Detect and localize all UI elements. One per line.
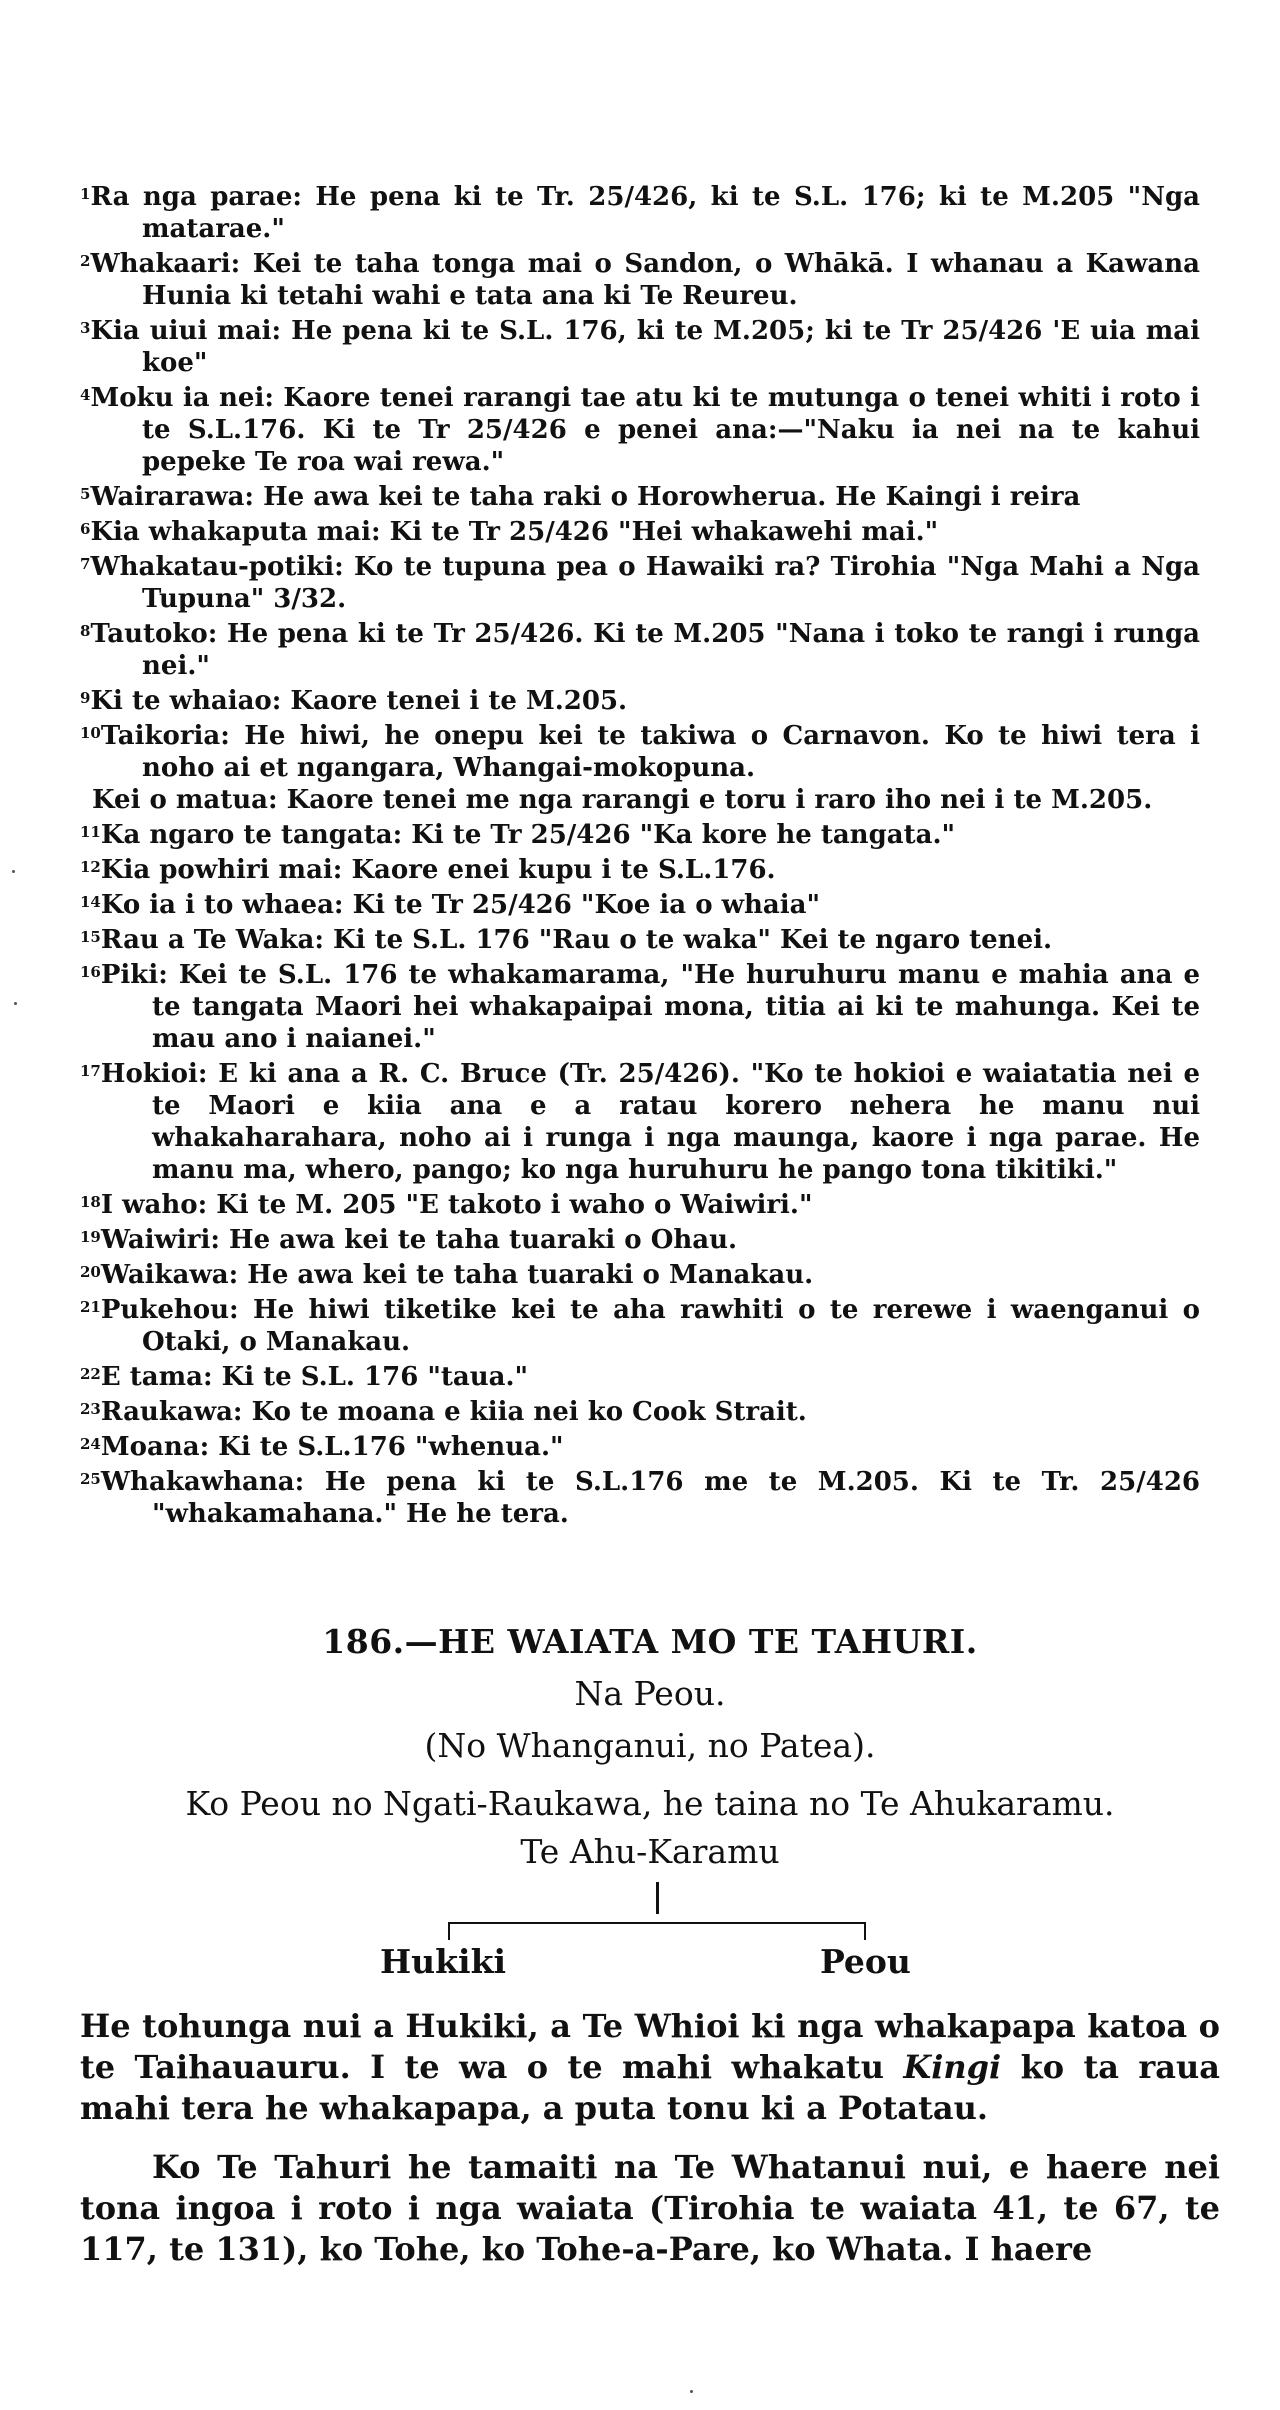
footnote — [80, 548, 1200, 615]
footnote-text: Hokioi: E ki ana a R. C. Bruce (Tr. 25/426). "Ko te hokioi e waiatatia nei e te Maori e kiia ana e a ratau korero nehera he manu nui whakaharahara, noho ai i runga i nga maunga, kaore i nga parae. He manu ma, whero, pango; ko nga huruhuru he pango tona tikitiki." — [100, 1059, 1200, 1185]
footnote-text: Moku ia nei: Kaore tenei rarangi tae atu ki te mutunga o tenei whiti i roto i te S.L.176. Ki te Tr 25/426 e penei ana:—"Naku ia nei na te kahui pepeke Te roa wai rewa." — [90, 383, 1200, 477]
footnote-number: 6 — [80, 520, 91, 538]
footnote — [80, 851, 1200, 886]
scan-speck — [14, 1002, 17, 1005]
genealogy-chart — [80, 1830, 1220, 2000]
paragraph-emphasis: Kingi — [903, 2048, 1002, 2086]
genealogy-tick-left — [448, 1922, 450, 1940]
footnote-text: Rau a Te Waka: Ki te S.L. 176 "Rau o te waka" Kei te ngaro tenei. — [100, 925, 1053, 955]
song-origin: (No Whanganui, no Patea). — [424, 1726, 876, 1765]
footnote-text: Tautoko: He pena ki te Tr 25/426. Ki te M.205 "Nana i toko te rangi i runga nei." — [90, 619, 1200, 681]
footnote — [80, 682, 1200, 717]
footnote-text: Kei o matua: Kaore tenei me nga rarangi e toru i raro iho nei i te M.205. — [92, 785, 1153, 815]
footnote-number: 24 — [80, 1435, 101, 1453]
footnote-text: Moana: Ki te S.L.176 "whenua." — [100, 1432, 564, 1462]
paragraph-text: ko ta raua mahi tera he whakapapa, a puta tonu ki a Potatau. — [80, 2048, 1221, 2127]
genealogy-descent-line — [656, 1882, 659, 1914]
footnote-text: Kia uiui mai: He pena ki te S.L. 176, ki te M.205; ki te Tr 25/426 'E uia mai koe" — [90, 316, 1200, 378]
footnote-text: Piki: Kei te S.L. 176 te whakamarama, "He huruhuru manu e mahia ana e te tangata Maori hei whakapaipai mona, titia ai ki te mahunga. Kei te mau ano i naianei." — [100, 960, 1200, 1054]
footnote-text: Raukawa: Ko te moana e kiia nei ko Cook Strait. — [100, 1397, 807, 1427]
footnote — [80, 379, 1200, 478]
footnote-number: 11 — [80, 823, 101, 841]
song-author: Na Peou. — [574, 1674, 726, 1713]
paragraph-te-tahuri: Ko Te Tahuri he tamaiti na Te Whatanui nui, e haere nei tona ingoa i roto i nga waiata (Tirohia te waiata 41, te 67, te 117, te 131), ko Tohe, ko Tohe-a-Pare, ko Whata. I haere — [80, 2148, 1220, 2268]
song-title: 186.—HE WAIATA MO TE TAHURI. — [322, 1622, 978, 1661]
footnote — [80, 1256, 1200, 1291]
footnote — [80, 1428, 1200, 1463]
footnote-number: 25 — [80, 1470, 101, 1488]
footnote — [80, 1221, 1200, 1256]
footnote — [80, 1358, 1200, 1393]
footnote-text: Waiwiri: He awa kei te taha tuaraki o Ohau. — [100, 1225, 738, 1255]
footnote — [80, 1055, 1200, 1186]
footnote-number: 10 — [80, 724, 101, 742]
genealogy-tick-right — [864, 1922, 866, 1940]
footnote-number: 22 — [80, 1365, 101, 1383]
genealogy-child-hukiki: Hukiki — [380, 1942, 506, 1981]
footnote-number: 7 — [80, 555, 91, 573]
footnote — [80, 816, 1200, 851]
footnote-number: 14 — [80, 893, 101, 911]
footnote — [80, 956, 1200, 1055]
footnote — [80, 1463, 1200, 1530]
footnote-number: 12 — [80, 858, 101, 876]
scan-speck — [690, 2390, 693, 2393]
footnote — [80, 1291, 1200, 1358]
footnote-text: Kia whakaputa mai: Ki te Tr 25/426 "Hei whakawehi mai." — [90, 517, 939, 547]
footnote-text: Ra nga parae: He pena ki te Tr. 25/426, ki te S.L. 176; ki te M.205 "Nga matarae." — [90, 182, 1200, 244]
footnote-number: 16 — [80, 963, 101, 981]
footnote-text: E tama: Ki te S.L. 176 "taua." — [100, 1362, 529, 1392]
footnote-text: Kia powhiri mai: Kaore enei kupu i te S.L.176. — [100, 855, 776, 885]
footnote-text: Taikoria: He hiwi, he onepu kei te takiwa o Carnavon. Ko te hiwi tera i noho ai et ngangara, Whangai-mokopuna. — [100, 721, 1200, 783]
footnote — [80, 312, 1200, 379]
genealogy-sibling-line — [448, 1922, 864, 1924]
footnote-number: 9 — [80, 689, 91, 707]
footnote — [80, 886, 1200, 921]
footnote — [80, 478, 1200, 513]
footnote-number: 15 — [80, 928, 101, 946]
footnote-number: 21 — [80, 1298, 101, 1316]
footnote — [80, 717, 1200, 784]
footnote-number: 8 — [80, 622, 91, 640]
footnote — [80, 615, 1200, 682]
scan-speck — [12, 870, 15, 873]
footnote-text: Whakaari: Kei te taha tonga mai o Sandon, o Whākā. I whanau a Kawana Hunia ki tetahi wahi e tata ana ki Te Reureu. — [90, 249, 1200, 311]
song-section — [80, 1620, 1220, 2270]
footnote-number: 20 — [80, 1263, 101, 1281]
footnote — [80, 245, 1200, 312]
footnote-text: Wairarawa: He awa kei te taha raki o Horowherua. He Kaingi i reira — [90, 482, 1081, 512]
footnote-text: Waikawa: He awa kei te taha tuaraki o Manakau. — [100, 1260, 814, 1290]
footnote-number: 1 — [80, 185, 91, 203]
footnote-text: Ka ngaro te tangata: Ki te Tr 25/426 "Ka kore he tangata." — [100, 820, 956, 850]
footnote-text: I waho: Ki te M. 205 "E takoto i waho o Waiwiri." — [100, 1190, 813, 1220]
genealogy-child-peou: Peou — [820, 1942, 911, 1981]
footnote — [80, 178, 1200, 245]
footnote-text: Whakawhana: He pena ki te S.L.176 me te M.205. Ki te Tr. 25/426 "whakamahana." He he tera. — [100, 1467, 1200, 1529]
footnote-text: Whakatau-potiki: Ko te tupuna pea o Hawaiki ra? Tirohia "Nga Mahi a Nga Tupuna" 3/32. — [90, 552, 1200, 614]
footnote-number: 5 — [80, 485, 91, 503]
footnote — [80, 513, 1200, 548]
footnote — [80, 1393, 1200, 1428]
footnote-number: 4 — [80, 386, 91, 404]
paragraph-hukiki — [80, 2006, 1220, 2129]
footnote-number: 2 — [80, 252, 91, 270]
paragraph-text: He tohunga nui a Hukiki, a Te Whioi ki nga whakapapa katoa o te Taihauauru. I te wa o te mahi whakatu — [80, 2007, 1220, 2086]
genealogy-ancestor: Te Ahu-Karamu — [520, 1832, 780, 1871]
song-intro: Ko Peou no Ngati-Raukawa, he taina no Te Ahukaramu. — [185, 1784, 1115, 1823]
footnote-text: Pukehou: He hiwi tiketike kei te aha rawhiti o te rerewe i waenganui o Otaki, o Manakau. — [100, 1295, 1200, 1357]
footnote-number: 3 — [80, 319, 91, 337]
footnote-text: Ko ia i to whaea: Ki te Tr 25/426 "Koe ia o whaia" — [100, 890, 820, 920]
footnote-number: 18 — [80, 1193, 101, 1211]
footnote — [80, 921, 1200, 956]
footnote-number: 19 — [80, 1228, 101, 1246]
footnote — [80, 784, 1200, 816]
footnote-text: Ki te whaiao: Kaore tenei i te M.205. — [90, 686, 628, 716]
footnote-number: 17 — [80, 1062, 101, 1080]
footnote-number: 23 — [80, 1400, 101, 1418]
footnote — [80, 1186, 1200, 1221]
footnotes-list — [80, 178, 1200, 1530]
